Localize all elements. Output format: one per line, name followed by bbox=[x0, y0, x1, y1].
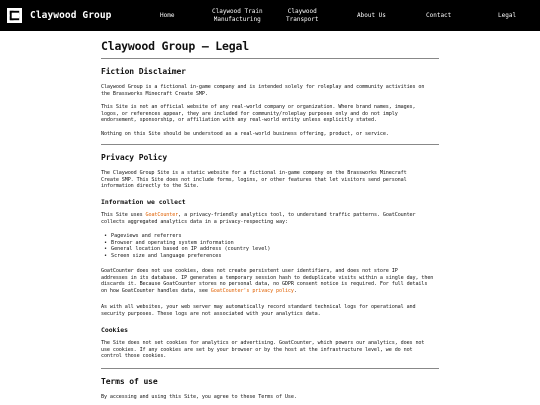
cookies-line2: use cookies. If any cookies are set by your browser or by the host at the infrastructure level, we do not bbox=[101, 346, 413, 353]
privacy-p2-prefix: This Site uses bbox=[101, 212, 146, 218]
fiction-p1-line2: the Brassworks Minecraft Create SMP. bbox=[101, 90, 208, 97]
nav-legal[interactable] bbox=[498, 12, 516, 20]
privacy-p1-line1: The Claywood Group Site is a static website for a fictional in-game company on the Brassworks Minecraft bbox=[101, 170, 407, 176]
list-item: • Pageviews and referrers bbox=[111, 233, 431, 240]
privacy-heading: Privacy Policy bbox=[101, 153, 168, 162]
privacy-paragraph-4 bbox=[101, 304, 439, 317]
page-title: Claywood Group – Legal bbox=[101, 39, 249, 53]
nav-train-manufacturing-label-1: Claywood Train bbox=[212, 8, 263, 15]
goatcounter-link[interactable]: GoatCounter bbox=[145, 212, 179, 218]
list-item: • Browser and operating system information bbox=[111, 240, 431, 247]
nav-transport-label-2: Transport bbox=[286, 15, 319, 23]
cookies-paragraph bbox=[101, 340, 439, 360]
analytics-data-list bbox=[111, 233, 431, 260]
information-collect-heading: Information we collect bbox=[101, 198, 186, 206]
nav-about-us[interactable] bbox=[357, 12, 386, 20]
nav-contact[interactable] bbox=[426, 12, 451, 20]
nav-transport[interactable] bbox=[286, 8, 319, 23]
privacy-p3-line1: GoatCounter does not use cookies, does not create persistent user identifiers, and does not store IP bbox=[101, 268, 398, 274]
terms-heading: Terms of use bbox=[101, 377, 158, 386]
privacy-paragraph-1 bbox=[101, 170, 439, 190]
nav-home[interactable] bbox=[160, 12, 174, 20]
nav-contact-label: Contact bbox=[426, 12, 452, 19]
list-item: • General location based on IP address (country level) bbox=[111, 246, 431, 253]
privacy-p3-suffix: . bbox=[293, 288, 297, 295]
fiction-p2-line2: logos, or references appear, they are included for community/roleplay purposes only and do not imply bbox=[101, 110, 398, 117]
nav-transport-label-1: Claywood bbox=[287, 8, 317, 15]
privacy-divider bbox=[101, 368, 439, 369]
cookies-line3: control those cookies. bbox=[101, 353, 167, 360]
privacy-paragraph-2 bbox=[101, 212, 439, 225]
fiction-p1-line1: Claywood Group is a fictional in-game company and is intended solely for roleplay and community activities on bbox=[101, 84, 425, 90]
privacy-p4-line1: As with all websites, your web server may automatically record standard technical logs for operational and bbox=[101, 304, 416, 310]
fiction-divider bbox=[101, 144, 439, 145]
privacy-p3-prefix: on how GoatCounter handles data, see bbox=[101, 288, 211, 295]
privacy-p2-suffix: , a privacy-friendly analytics tool, to understand traffic patterns. GoatCounter bbox=[178, 212, 416, 218]
privacy-p1-line2: Create SMP. This Site does not include forms, logins, or other features that let visitors send personal bbox=[101, 176, 407, 183]
privacy-p1-line3: information directly to the Site. bbox=[101, 183, 199, 190]
privacy-p3-line4 bbox=[101, 288, 439, 295]
fiction-paragraph-1 bbox=[101, 84, 439, 97]
top-navbar bbox=[0, 0, 540, 31]
fiction-paragraph-3: Nothing on this Site should be understood as a real-world business offering, product, or service. bbox=[101, 131, 389, 137]
privacy-p4-line2: security purposes. These logs are not associated with your analytics data. bbox=[101, 310, 321, 317]
nav-train-manufacturing[interactable] bbox=[212, 8, 263, 23]
privacy-p3-line3: discards it. Because GoatCounter stores no personal data, no GDPR consent notice is required. For full details bbox=[101, 281, 428, 288]
cookies-heading: Cookies bbox=[101, 326, 128, 334]
list-item: • Screen size and language preferences bbox=[111, 253, 431, 260]
fiction-heading: Fiction Disclaimer bbox=[101, 67, 186, 76]
privacy-p2-line2: collects aggregated analytics data in a privacy-respecting way: bbox=[101, 218, 288, 225]
nav-home-label: Home bbox=[160, 12, 175, 19]
privacy-paragraph-3 bbox=[101, 268, 439, 295]
brand[interactable] bbox=[7, 8, 111, 23]
brand-name: Claywood Group bbox=[30, 10, 112, 21]
nav-legal-label: Legal bbox=[498, 12, 517, 19]
privacy-p3-line2: addresses in its database. IP generates a temporary session hash to deduplicate visits within a single day, then bbox=[101, 274, 434, 281]
cookies-line1: The Site does not set cookies for analytics or advertising. GoatCounter, which powers our analytics, does not bbox=[101, 340, 425, 346]
terms-paragraph: By accessing and using this Site, you agree to these Terms of Use. bbox=[101, 394, 297, 400]
goatcounter-privacy-policy-link[interactable]: GoatCounter's privacy policy bbox=[210, 288, 294, 295]
title-divider bbox=[101, 58, 439, 59]
nav-train-manufacturing-label-2: Manufacturing bbox=[213, 15, 261, 23]
privacy-p2-line1 bbox=[101, 212, 439, 219]
claywood-logo-icon bbox=[7, 8, 22, 23]
fiction-p2-line3: endorsement, sponsorship, or affiliation with any real-world entity unless explicitly stated. bbox=[101, 117, 377, 124]
fiction-paragraph-2 bbox=[101, 104, 439, 124]
nav-about-us-label: About Us bbox=[357, 12, 386, 19]
fiction-p2-line1: This Site is not an official website of any real-world company or organization. Where brand names, images, bbox=[101, 104, 416, 110]
